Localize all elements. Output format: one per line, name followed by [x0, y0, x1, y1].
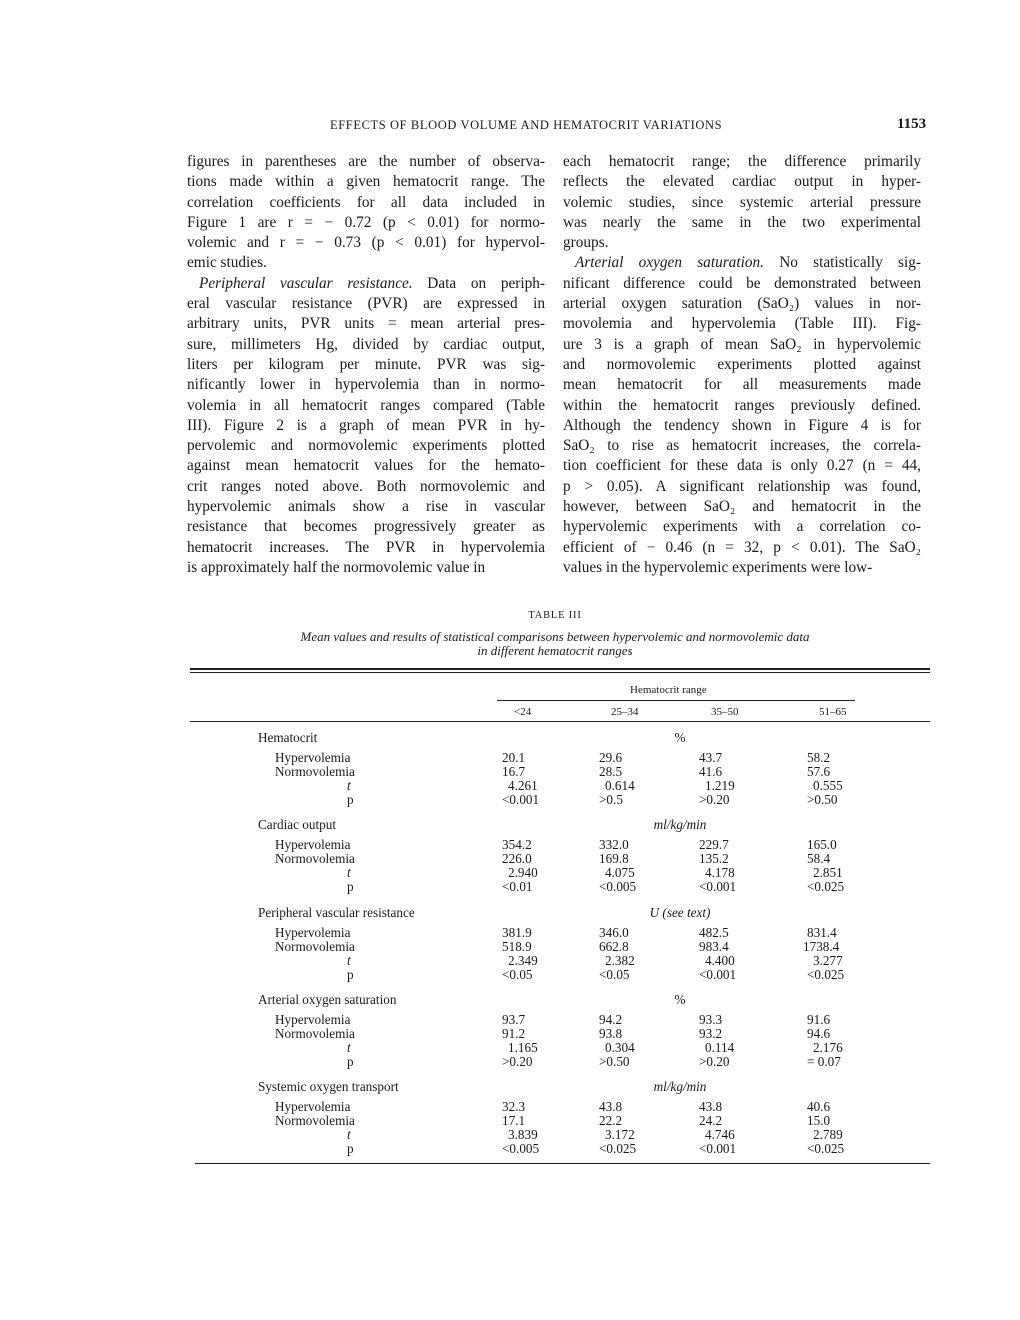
spanner-rule — [497, 700, 855, 701]
text-line — [563, 152, 921, 172]
table-cell: 15.0 — [807, 1113, 831, 1128]
table-cell: <0.005 — [599, 879, 637, 894]
header-bottom-rule — [190, 721, 930, 722]
table-cell: >0.50 — [599, 1054, 630, 1069]
table-cell: <0.001 — [699, 967, 737, 982]
row-label: t — [347, 1040, 351, 1055]
text-line-content: within the hematocrit ranges previously defined. — [563, 396, 921, 414]
row-label: Normovolemia — [275, 1026, 355, 1041]
text-line — [563, 213, 921, 233]
text-line-content: Figure 1 are r = − 0.72 (p < 0.01) for normo- — [187, 213, 545, 231]
text-line-content: No statistically sig- — [763, 254, 922, 272]
table-cell: 1.165 — [508, 1040, 538, 1055]
table-cell: <0.001 — [502, 792, 540, 807]
table-cell: 0.555 — [813, 778, 843, 793]
row-label: p — [347, 1141, 354, 1156]
table-cell: 482.5 — [699, 925, 729, 940]
table-cell: <0.001 — [699, 1141, 737, 1156]
text-line-content: mean hematocrit for all measurements made — [563, 376, 921, 394]
text-line-content: Data on periph- — [412, 274, 545, 292]
table-cell: 165.0 — [807, 837, 837, 852]
text-line — [563, 538, 921, 558]
table-cell: 16.7 — [502, 764, 526, 779]
row-label: t — [347, 865, 351, 880]
table-cell: 91.2 — [502, 1026, 526, 1041]
text-line-content: sure, millimeters Hg, divided by cardiac output, — [187, 335, 545, 353]
table-cell: 3.277 — [813, 953, 843, 968]
text-line-content: III). Figure 2 is a graph of mean PVR in hy- — [187, 416, 545, 434]
text-line-content: and normovolemic experiments plotted against — [563, 355, 921, 373]
table-caption — [0, 630, 1020, 658]
table-caption-line: in different hematocrit ranges — [477, 643, 633, 658]
table-cell: 40.6 — [807, 1099, 831, 1114]
table-caption-line: Mean values and results of statistical comparisons between hypervolemic and normovolemic data — [300, 629, 810, 644]
table-cell: 346.0 — [599, 925, 629, 940]
text-line-content: against mean hematocrit values for the hemato- — [187, 457, 545, 475]
row-label: Normovolemia — [275, 764, 355, 779]
table-cell: 662.8 — [599, 939, 629, 954]
table-cell: 2.940 — [508, 865, 538, 880]
row-label: t — [347, 953, 351, 968]
column-header: <24 — [514, 706, 532, 718]
row-label: Hypervolemia — [275, 1012, 351, 1027]
table-cell: >0.5 — [599, 792, 623, 807]
table-cell: 4.261 — [508, 778, 538, 793]
table-cell: 0.304 — [605, 1040, 635, 1055]
page-number: 1153 — [897, 116, 927, 132]
text-line — [187, 558, 545, 578]
text-line — [187, 396, 545, 416]
text-line — [187, 436, 545, 456]
section-unit: % — [674, 730, 686, 745]
table-cell: 169.8 — [599, 851, 629, 866]
section-title: Systemic oxygen transport — [258, 1079, 399, 1094]
text-line — [563, 456, 921, 476]
table-cell: = 0.07 — [807, 1054, 841, 1069]
text-line-content: hematocrit increases. The PVR in hypervolemia — [187, 538, 545, 556]
text-line — [187, 497, 545, 517]
table-cell: <0.025 — [807, 879, 845, 894]
text-line — [563, 396, 921, 416]
text-line-content: volemic studies, since systemic arterial pressure — [563, 193, 921, 211]
text-line-content: is approximately half the normovolemic value in — [187, 558, 486, 576]
table-label: TABLE III — [528, 610, 582, 621]
text-line — [563, 314, 921, 334]
table-cell: 93.2 — [699, 1026, 723, 1041]
section-title: Arterial oxygen saturation — [258, 992, 397, 1007]
table-cell: 226.0 — [502, 851, 532, 866]
table-cell: 57.6 — [807, 764, 831, 779]
text-line-content: pervolemic and normovolemic experiments plotted — [187, 437, 545, 455]
text-line-content: movolemia and hypervolemia (Table III). Fig- — [563, 315, 921, 333]
table-cell: >0.20 — [699, 1054, 730, 1069]
text-line — [187, 172, 545, 192]
text-line — [187, 314, 545, 334]
text-line — [187, 538, 545, 558]
text-line — [187, 416, 545, 436]
text-line-content: was nearly the same in the two experimental — [563, 213, 921, 231]
row-label: p — [347, 1054, 354, 1069]
text-line-content: volemia in all hematocrit ranges compared (Table — [187, 396, 545, 414]
table-cell: 1.219 — [705, 778, 735, 793]
text-line-content: figures in parentheses are the number of observa- — [187, 153, 545, 170]
text-line — [187, 477, 545, 497]
table-cell: 94.6 — [807, 1026, 831, 1041]
row-label: t — [347, 1127, 351, 1142]
section-unit: ml/kg/min — [653, 1079, 707, 1094]
running-head: EFFECTS OF BLOOD VOLUME AND HEMATOCRIT VARIATIONS — [330, 118, 723, 132]
table-top-rule — [190, 668, 930, 670]
section-unit: % — [674, 992, 686, 1007]
table-cell: <0.025 — [807, 967, 845, 982]
row-label: t — [347, 778, 351, 793]
table-cell: 43.8 — [699, 1099, 723, 1114]
section-title: Peripheral vascular resistance — [258, 905, 415, 920]
table-cell: <0.025 — [599, 1141, 637, 1156]
text-line — [187, 517, 545, 537]
text-line — [563, 497, 921, 517]
table-cell: 28.5 — [599, 764, 623, 779]
text-line-content: resistance that becomes progressively greater as — [187, 518, 545, 536]
text-line — [187, 253, 545, 273]
row-label: Normovolemia — [275, 851, 355, 866]
row-label: Normovolemia — [275, 1113, 355, 1128]
text-line — [187, 375, 545, 395]
table-cell: 41.6 — [699, 764, 723, 779]
table-cell: 1738.4 — [803, 939, 840, 954]
table-cell: 4.178 — [705, 865, 735, 880]
table-cell: >0.20 — [502, 1054, 533, 1069]
text-line — [563, 436, 921, 456]
table-cell: 135.2 — [699, 851, 729, 866]
table-cell: 0.614 — [605, 778, 635, 793]
table-cell: 229.7 — [699, 837, 729, 852]
table-cell: 22.2 — [599, 1113, 623, 1128]
text-line-content: hypervolemic animals show a rise in vascular — [187, 498, 545, 516]
text-line-content: correlation coefficients for all data included in — [187, 193, 545, 211]
table-cell: 4.746 — [705, 1127, 735, 1142]
table-cell: 93.8 — [599, 1026, 623, 1041]
text-line-content: values in the hypervolemic experiments were low- — [563, 558, 873, 576]
row-label: p — [347, 967, 354, 982]
column-header: 51–65 — [819, 706, 847, 718]
right-text-column — [563, 152, 921, 578]
text-line-content: Although the tendency shown in Figure 4 is for — [563, 416, 921, 434]
table-cell: 3.839 — [508, 1127, 538, 1142]
table-cell: 32.3 — [502, 1099, 526, 1114]
column-header: 35–50 — [711, 706, 739, 718]
row-label: Normovolemia — [275, 939, 355, 954]
text-line — [563, 335, 921, 355]
text-line-content: ure 3 is a graph of mean SaO₂ in hypervolemic — [563, 335, 921, 353]
text-line-content: emic studies. — [187, 254, 267, 272]
paragraph-lead-heading: Arterial oxygen saturation. — [575, 254, 764, 272]
table-cell: 831.4 — [807, 925, 837, 940]
table-cell: 58.2 — [807, 750, 831, 765]
table-cell: 43.7 — [699, 750, 723, 765]
table-cell: 381.9 — [502, 925, 532, 940]
table-cell: <0.025 — [807, 1141, 845, 1156]
table-cell: <0.005 — [502, 1141, 540, 1156]
row-label: Hypervolemia — [275, 837, 351, 852]
text-line-content: SaO₂ to rise as hematocrit increases, the correla- — [563, 437, 921, 455]
table-cell: <0.05 — [599, 967, 630, 982]
text-line — [563, 274, 921, 294]
table-cell: 2.349 — [508, 953, 538, 968]
table-cell: 43.8 — [599, 1099, 623, 1114]
text-line — [187, 274, 545, 294]
text-line-content: liters per kilogram per minute. PVR was sig- — [187, 355, 545, 373]
text-line — [187, 456, 545, 476]
text-line-content: tion coefficient for these data is only 0.27 (n = 44, — [563, 457, 921, 475]
text-line — [563, 294, 921, 314]
text-line — [563, 355, 921, 375]
row-label: Hypervolemia — [275, 1099, 351, 1114]
section-unit: ml/kg/min — [653, 817, 707, 832]
table-cell: 2.176 — [813, 1040, 843, 1055]
table-cell: 2.851 — [813, 865, 843, 880]
table-cell: 91.6 — [807, 1012, 831, 1027]
text-line-content: hypervolemic experiments with a correlation co- — [563, 518, 921, 536]
text-line-content: nificant difference could be demonstrated between — [563, 274, 921, 292]
section-title: Hematocrit — [258, 730, 318, 745]
text-line-content: efficient of − 0.46 (n = 32, p < 0.01). The SaO₂ — [563, 538, 921, 556]
column-spanner-header: Hematocrit range — [630, 684, 707, 696]
text-line-content: reflects the elevated cardiac output in hyper- — [563, 173, 921, 191]
text-line — [563, 558, 921, 578]
text-line — [563, 477, 921, 497]
text-line — [187, 335, 545, 355]
paragraph-lead-heading: Peripheral vascular resistance. — [199, 274, 413, 292]
table-cell: 0.114 — [705, 1040, 735, 1055]
table-cell: 20.1 — [502, 750, 526, 765]
row-label: p — [347, 792, 354, 807]
table-cell: <0.01 — [502, 879, 533, 894]
table-cell: 93.3 — [699, 1012, 723, 1027]
section-title: Cardiac output — [258, 817, 337, 832]
text-line — [563, 172, 921, 192]
table-cell: 354.2 — [502, 837, 532, 852]
text-line-content: arterial oxygen saturation (SaO₂) values in nor- — [563, 295, 921, 313]
table-cell: 2.382 — [605, 953, 635, 968]
table-cell: >0.50 — [807, 792, 838, 807]
table-cell: 3.172 — [605, 1127, 635, 1142]
table-cell: 2.789 — [813, 1127, 843, 1142]
text-line — [187, 355, 545, 375]
table-cell: 58.4 — [807, 851, 831, 866]
text-line-content: eral vascular resistance (PVR) are expressed in — [187, 295, 545, 313]
table-bottom-rule — [195, 1163, 930, 1164]
column-header: 25–34 — [611, 706, 639, 718]
text-line-content: p > 0.05). A significant relationship was found, — [563, 477, 921, 495]
table-cell: 518.9 — [502, 939, 532, 954]
table-cell: 332.0 — [599, 837, 629, 852]
text-line-content: crit ranges noted above. Both normovolemic and — [187, 477, 545, 495]
table-cell: 983.4 — [699, 939, 729, 954]
left-text-column — [187, 152, 545, 578]
text-line — [563, 233, 921, 253]
text-line-content: however, between SaO₂ and hematocrit in the — [563, 498, 921, 516]
text-line — [187, 193, 545, 213]
section-unit: U (see text) — [649, 905, 711, 920]
text-line-content: arbitrary units, PVR units = mean arterial pres- — [187, 315, 545, 333]
table-cell: 29.6 — [599, 750, 623, 765]
row-label: Hypervolemia — [275, 925, 351, 940]
text-line — [187, 213, 545, 233]
text-line-content: tions made within a given hematocrit range. The — [187, 173, 545, 191]
row-label: Hypervolemia — [275, 750, 351, 765]
table-cell: 94.2 — [599, 1012, 623, 1027]
table-cell: 4.075 — [605, 865, 635, 880]
table-cell: <0.001 — [699, 879, 737, 894]
text-line-content: groups. — [563, 234, 609, 252]
text-line — [563, 517, 921, 537]
table-cell: 93.7 — [502, 1012, 526, 1027]
table-cell: <0.05 — [502, 967, 533, 982]
text-line — [563, 416, 921, 436]
table-cell: 17.1 — [502, 1113, 526, 1128]
table-cell: 4.400 — [705, 953, 735, 968]
text-line — [563, 193, 921, 213]
text-line-content: nificantly lower in hypervolemia than in normo- — [187, 376, 545, 394]
text-line-content: each hematocrit range; the difference primarily — [563, 153, 921, 170]
text-line — [187, 233, 545, 253]
text-line-content: volemic and r = − 0.73 (p < 0.01) for hypervol- — [187, 234, 545, 252]
text-line — [187, 152, 545, 172]
row-label: p — [347, 879, 354, 894]
text-line — [187, 294, 545, 314]
text-line — [563, 253, 921, 273]
text-line — [563, 375, 921, 395]
table-cell: >0.20 — [699, 792, 730, 807]
table-cell: 24.2 — [699, 1113, 723, 1128]
table-top-rule — [190, 672, 930, 673]
